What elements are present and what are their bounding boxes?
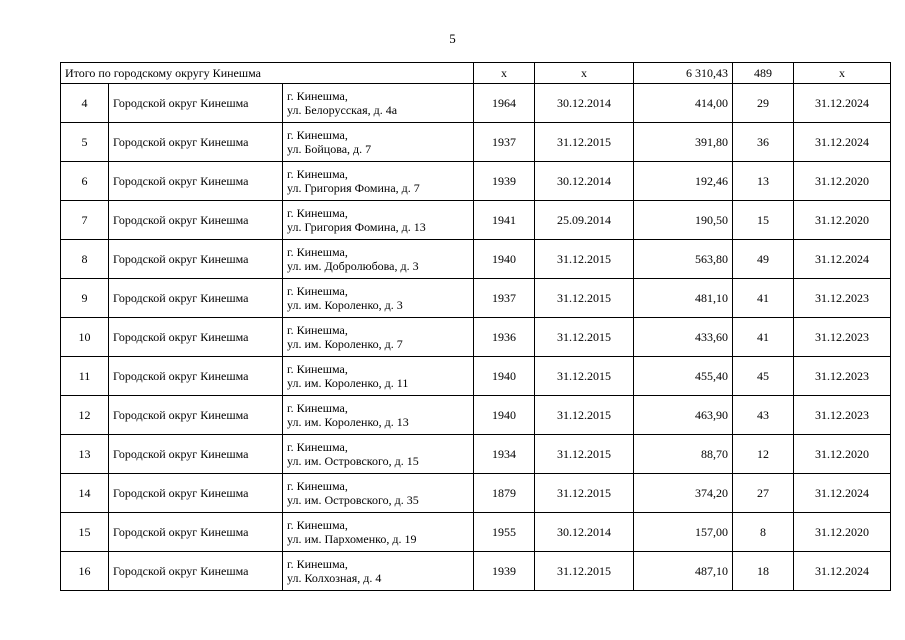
municipality-cell: Городской округ Кинешма bbox=[109, 513, 283, 552]
table-row bbox=[61, 435, 891, 474]
survey-date-cell: 31.12.2015 bbox=[535, 318, 634, 357]
year-built-cell: 1940 bbox=[474, 357, 535, 396]
address-cell bbox=[283, 513, 474, 552]
planned-date-cell: 31.12.2020 bbox=[794, 435, 891, 474]
planned-date-cell: 31.12.2024 bbox=[794, 552, 891, 591]
address-street: ул. Белорусская, д. 4а bbox=[287, 103, 398, 117]
table-row bbox=[61, 123, 891, 162]
area-cell: 88,70 bbox=[634, 435, 733, 474]
address-cell bbox=[283, 84, 474, 123]
planned-date-cell: 31.12.2020 bbox=[794, 201, 891, 240]
address-street: ул. им. Островского, д. 15 bbox=[287, 454, 419, 468]
address-street: ул. им. Короленко, д. 11 bbox=[287, 376, 409, 390]
row-number-cell: 11 bbox=[61, 357, 109, 396]
total-count: 489 bbox=[733, 63, 794, 84]
table-row bbox=[61, 396, 891, 435]
row-number-cell: 10 bbox=[61, 318, 109, 357]
housing-registry-table bbox=[60, 62, 891, 591]
table-row bbox=[61, 357, 891, 396]
address-street: ул. им. Пархоменко, д. 19 bbox=[287, 532, 417, 546]
residents-count-cell: 18 bbox=[733, 552, 794, 591]
residents-count-cell: 41 bbox=[733, 279, 794, 318]
year-built-cell: 1940 bbox=[474, 240, 535, 279]
residents-count-cell: 15 bbox=[733, 201, 794, 240]
address-city: г. Кинешма, bbox=[287, 206, 348, 220]
residents-count-cell: 43 bbox=[733, 396, 794, 435]
survey-date-cell: 31.12.2015 bbox=[535, 357, 634, 396]
residents-count-cell: 8 bbox=[733, 513, 794, 552]
municipality-cell: Городской округ Кинешма bbox=[109, 240, 283, 279]
address-street: ул. им. Короленко, д. 7 bbox=[287, 337, 403, 351]
area-cell: 192,46 bbox=[634, 162, 733, 201]
area-cell: 455,40 bbox=[634, 357, 733, 396]
area-cell: 414,00 bbox=[634, 84, 733, 123]
residents-count-cell: 41 bbox=[733, 318, 794, 357]
year-built-cell: 1964 bbox=[474, 84, 535, 123]
table-row bbox=[61, 552, 891, 591]
residents-count-cell: 36 bbox=[733, 123, 794, 162]
total-date1: х bbox=[535, 63, 634, 84]
survey-date-cell: 31.12.2015 bbox=[535, 240, 634, 279]
survey-date-cell: 25.09.2014 bbox=[535, 201, 634, 240]
area-cell: 563,80 bbox=[634, 240, 733, 279]
area-cell: 487,10 bbox=[634, 552, 733, 591]
year-built-cell: 1937 bbox=[474, 279, 535, 318]
row-number-cell: 9 bbox=[61, 279, 109, 318]
residents-count-cell: 27 bbox=[733, 474, 794, 513]
table-row bbox=[61, 513, 891, 552]
area-cell: 157,00 bbox=[634, 513, 733, 552]
municipality-cell: Городской округ Кинешма bbox=[109, 552, 283, 591]
address-street: ул. им. Добролюбова, д. 3 bbox=[287, 259, 419, 273]
survey-date-cell: 30.12.2014 bbox=[535, 162, 634, 201]
municipality-cell: Городской округ Кинешма bbox=[109, 396, 283, 435]
address-city: г. Кинешма, bbox=[287, 167, 348, 181]
planned-date-cell: 31.12.2024 bbox=[794, 240, 891, 279]
row-number-cell: 15 bbox=[61, 513, 109, 552]
residents-count-cell: 12 bbox=[733, 435, 794, 474]
survey-date-cell: 30.12.2014 bbox=[535, 513, 634, 552]
address-street: ул. Колхозная, д. 4 bbox=[287, 571, 382, 585]
area-cell: 391,80 bbox=[634, 123, 733, 162]
year-built-cell: 1941 bbox=[474, 201, 535, 240]
row-number-cell: 7 bbox=[61, 201, 109, 240]
address-cell bbox=[283, 318, 474, 357]
planned-date-cell: 31.12.2023 bbox=[794, 279, 891, 318]
table-row bbox=[61, 279, 891, 318]
address-cell bbox=[283, 552, 474, 591]
municipality-cell: Городской округ Кинешма bbox=[109, 123, 283, 162]
address-cell bbox=[283, 162, 474, 201]
survey-date-cell: 31.12.2015 bbox=[535, 123, 634, 162]
survey-date-cell: 31.12.2015 bbox=[535, 552, 634, 591]
survey-date-cell: 31.12.2015 bbox=[535, 279, 634, 318]
address-cell bbox=[283, 201, 474, 240]
survey-date-cell: 31.12.2015 bbox=[535, 474, 634, 513]
survey-date-cell: 30.12.2014 bbox=[535, 84, 634, 123]
municipality-cell: Городской округ Кинешма bbox=[109, 84, 283, 123]
address-cell bbox=[283, 474, 474, 513]
address-city: г. Кинешма, bbox=[287, 479, 348, 493]
address-street: ул. Григория Фомина, д. 13 bbox=[287, 220, 426, 234]
planned-date-cell: 31.12.2020 bbox=[794, 162, 891, 201]
address-city: г. Кинешма, bbox=[287, 284, 348, 298]
table-row bbox=[61, 84, 891, 123]
residents-count-cell: 45 bbox=[733, 357, 794, 396]
address-cell bbox=[283, 357, 474, 396]
row-number-cell: 4 bbox=[61, 84, 109, 123]
table-body bbox=[61, 63, 891, 591]
row-number-cell: 13 bbox=[61, 435, 109, 474]
planned-date-cell: 31.12.2024 bbox=[794, 84, 891, 123]
address-city: г. Кинешма, bbox=[287, 89, 348, 103]
planned-date-cell: 31.12.2020 bbox=[794, 513, 891, 552]
residents-count-cell: 13 bbox=[733, 162, 794, 201]
address-city: г. Кинешма, bbox=[287, 440, 348, 454]
year-built-cell: 1936 bbox=[474, 318, 535, 357]
municipality-cell: Городской округ Кинешма bbox=[109, 279, 283, 318]
address-city: г. Кинешма, bbox=[287, 557, 348, 571]
address-street: ул. Григория Фомина, д. 7 bbox=[287, 181, 420, 195]
municipality-cell: Городской округ Кинешма bbox=[109, 162, 283, 201]
area-cell: 433,60 bbox=[634, 318, 733, 357]
total-area: 6 310,43 bbox=[634, 63, 733, 84]
year-built-cell: 1939 bbox=[474, 552, 535, 591]
row-number-cell: 8 bbox=[61, 240, 109, 279]
address-cell bbox=[283, 396, 474, 435]
row-number-cell: 16 bbox=[61, 552, 109, 591]
planned-date-cell: 31.12.2024 bbox=[794, 123, 891, 162]
total-date2: х bbox=[794, 63, 891, 84]
table-row bbox=[61, 201, 891, 240]
table-row bbox=[61, 162, 891, 201]
address-street: ул. Бойцова, д. 7 bbox=[287, 142, 372, 156]
municipality-cell: Городской округ Кинешма bbox=[109, 357, 283, 396]
total-row bbox=[61, 63, 891, 84]
area-cell: 374,20 bbox=[634, 474, 733, 513]
survey-date-cell: 31.12.2015 bbox=[535, 435, 634, 474]
residents-count-cell: 29 bbox=[733, 84, 794, 123]
area-cell: 481,10 bbox=[634, 279, 733, 318]
year-built-cell: 1940 bbox=[474, 396, 535, 435]
planned-date-cell: 31.12.2024 bbox=[794, 474, 891, 513]
address-city: г. Кинешма, bbox=[287, 362, 348, 376]
address-cell bbox=[283, 279, 474, 318]
municipality-cell: Городской округ Кинешма bbox=[109, 435, 283, 474]
address-street: ул. им. Короленко, д. 3 bbox=[287, 298, 403, 312]
row-number-cell: 5 bbox=[61, 123, 109, 162]
row-number-cell: 14 bbox=[61, 474, 109, 513]
year-built-cell: 1955 bbox=[474, 513, 535, 552]
year-built-cell: 1934 bbox=[474, 435, 535, 474]
row-number-cell: 12 bbox=[61, 396, 109, 435]
address-city: г. Кинешма, bbox=[287, 323, 348, 337]
survey-date-cell: 31.12.2015 bbox=[535, 396, 634, 435]
address-street: ул. им. Островского, д. 35 bbox=[287, 493, 419, 507]
row-number-cell: 6 bbox=[61, 162, 109, 201]
address-city: г. Кинешма, bbox=[287, 518, 348, 532]
address-city: г. Кинешма, bbox=[287, 401, 348, 415]
total-label: Итого по городскому округу Кинешма bbox=[61, 63, 474, 84]
address-street: ул. им. Короленко, д. 13 bbox=[287, 415, 409, 429]
planned-date-cell: 31.12.2023 bbox=[794, 318, 891, 357]
table-row bbox=[61, 318, 891, 357]
address-cell bbox=[283, 240, 474, 279]
address-city: г. Кинешма, bbox=[287, 128, 348, 142]
municipality-cell: Городской округ Кинешма bbox=[109, 201, 283, 240]
year-built-cell: 1937 bbox=[474, 123, 535, 162]
municipality-cell: Городской округ Кинешма bbox=[109, 474, 283, 513]
planned-date-cell: 31.12.2023 bbox=[794, 357, 891, 396]
area-cell: 190,50 bbox=[634, 201, 733, 240]
page-number: 5 bbox=[449, 31, 456, 46]
address-city: г. Кинешма, bbox=[287, 245, 348, 259]
residents-count-cell: 49 bbox=[733, 240, 794, 279]
table-row bbox=[61, 240, 891, 279]
total-year: х bbox=[474, 63, 535, 84]
area-cell: 463,90 bbox=[634, 396, 733, 435]
municipality-cell: Городской округ Кинешма bbox=[109, 318, 283, 357]
year-built-cell: 1939 bbox=[474, 162, 535, 201]
address-cell bbox=[283, 123, 474, 162]
planned-date-cell: 31.12.2023 bbox=[794, 396, 891, 435]
year-built-cell: 1879 bbox=[474, 474, 535, 513]
table-row bbox=[61, 474, 891, 513]
address-cell bbox=[283, 435, 474, 474]
